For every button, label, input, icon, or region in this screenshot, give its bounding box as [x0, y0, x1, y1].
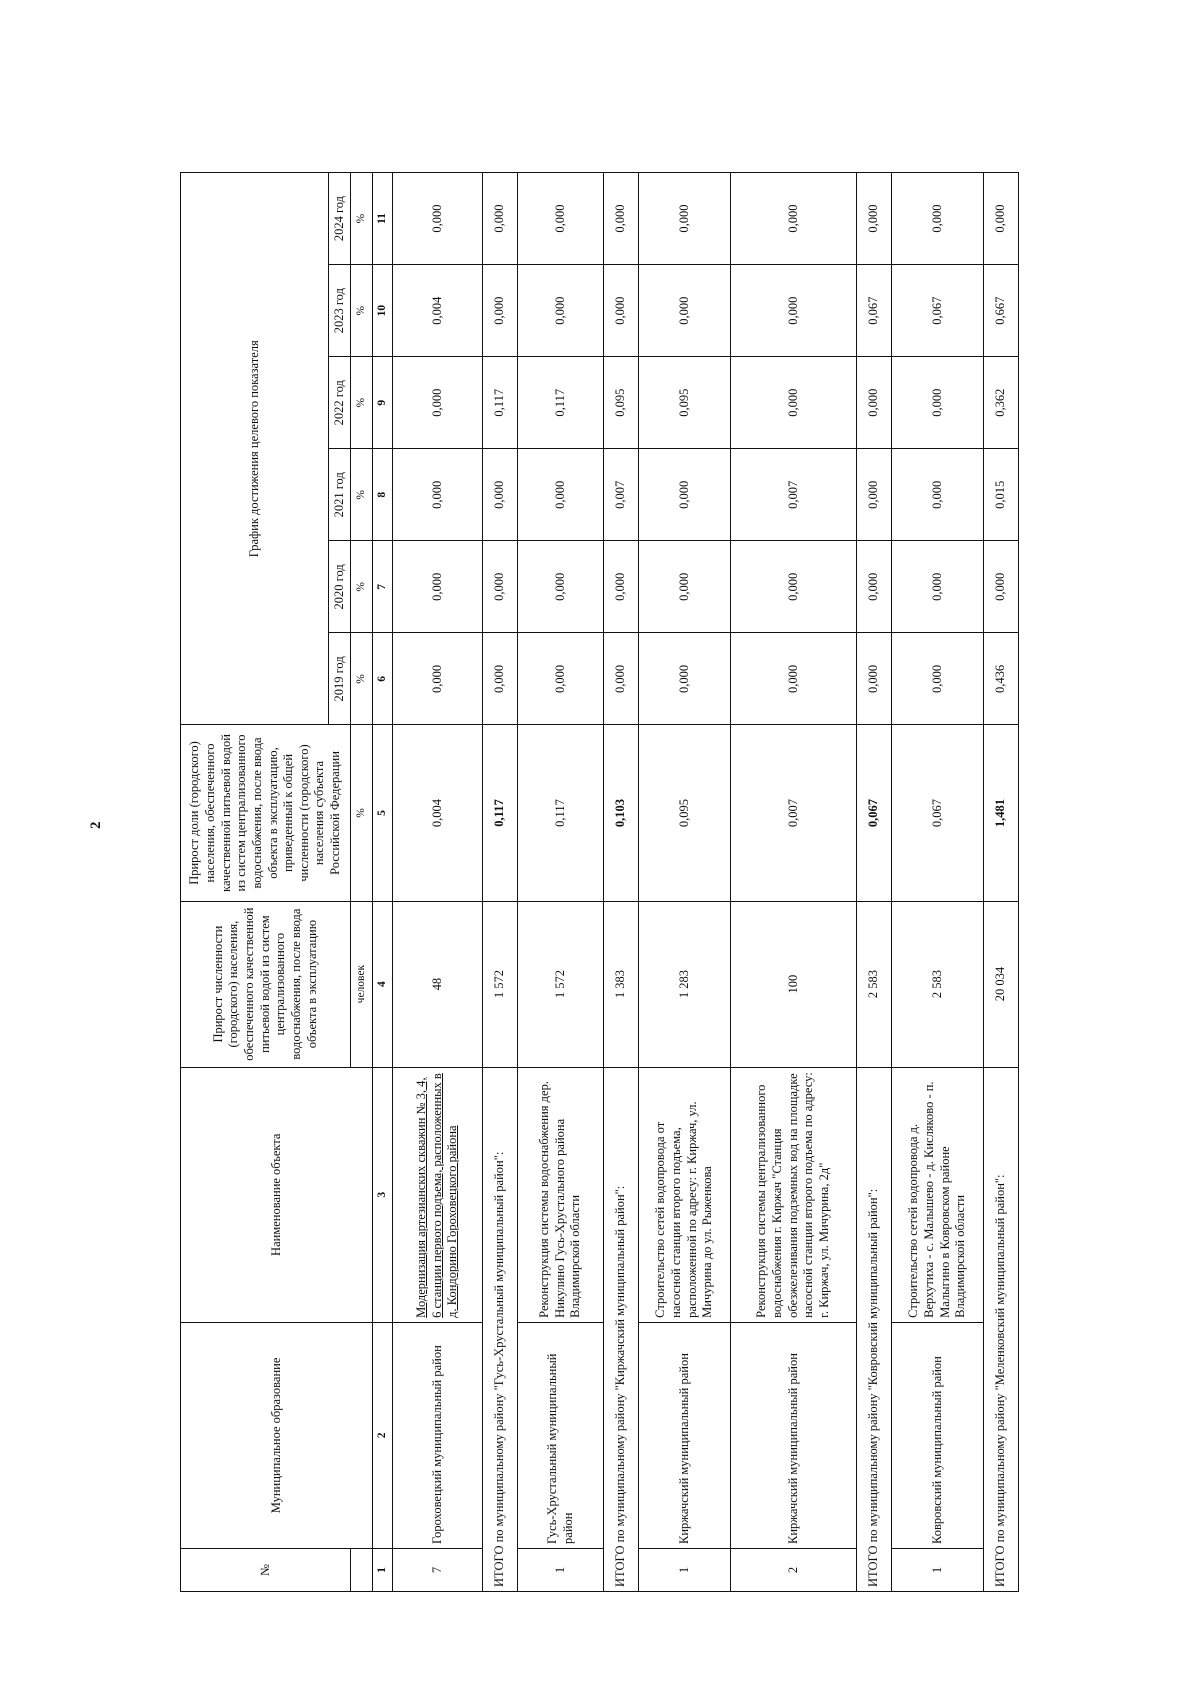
table-row	[518, 173, 604, 1592]
header-year: 2019 год	[329, 633, 351, 725]
total-row	[483, 173, 518, 1592]
total-value: 0,067	[857, 265, 892, 357]
header-schedule: График достижения целевого показателя	[181, 173, 329, 725]
column-number: 11	[373, 173, 393, 265]
unit-percent: %	[351, 633, 373, 725]
total-population: 1 572	[483, 901, 518, 1067]
column-number: 8	[373, 449, 393, 541]
column-number: 4	[373, 901, 393, 1067]
total-population: 1 383	[604, 901, 639, 1067]
total-share: 0,103	[604, 725, 639, 901]
row-number: 2	[731, 1548, 857, 1591]
total-value: 0,007	[604, 449, 639, 541]
row-value: 0,000	[731, 541, 857, 633]
total-value: 0,362	[984, 357, 1019, 449]
row-value: 0,000	[393, 449, 483, 541]
total-value: 0,000	[857, 357, 892, 449]
row-municipality: Киржачский муниципальный район	[639, 1322, 731, 1548]
total-value: 0,667	[984, 265, 1019, 357]
row-value: 0,000	[639, 541, 731, 633]
table-row	[731, 173, 857, 1592]
row-municipality: Киржачский муниципальный район	[731, 1322, 857, 1548]
page-number: 2	[88, 821, 104, 829]
row-value: 0,000	[731, 173, 857, 265]
header-year: 2023 год	[329, 265, 351, 357]
unit-percent: %	[351, 265, 373, 357]
unit-people: человек	[351, 901, 373, 1067]
row-share: 0,117	[518, 725, 604, 901]
total-value: 0,000	[984, 173, 1019, 265]
total-value: 0,000	[483, 541, 518, 633]
unit-cell	[351, 1548, 373, 1591]
table-row	[639, 173, 731, 1592]
row-population: 100	[731, 901, 857, 1067]
row-value: 0,000	[639, 449, 731, 541]
total-value: 0,015	[984, 449, 1019, 541]
header-no: №	[181, 1548, 351, 1591]
row-value: 0,000	[892, 173, 984, 265]
column-number: 9	[373, 357, 393, 449]
total-value: 0,000	[857, 541, 892, 633]
header-object: Наименование объекта	[181, 1067, 373, 1322]
total-value: 0,000	[483, 173, 518, 265]
total-share: 1,481	[984, 725, 1019, 901]
header-share-growth: Прирост доли (городского) населения, обеспеченного качественной питьевой водой из систем централизованного водоснабжения, после ввода объекта в эксплуатацию, приведенный к общей численности (городского) населения субъекта Российской Федерации	[181, 725, 351, 901]
total-value: 0,000	[604, 541, 639, 633]
row-population: 1 283	[639, 901, 731, 1067]
total-value: 0,000	[857, 633, 892, 725]
row-share: 0,067	[892, 725, 984, 901]
row-value: 0,000	[639, 173, 731, 265]
total-value: 0,000	[984, 541, 1019, 633]
row-population: 1 572	[518, 901, 604, 1067]
row-municipality: Гусь-Хрустальный муниципальный район	[518, 1322, 604, 1548]
column-number: 7	[373, 541, 393, 633]
row-value: 0,000	[393, 173, 483, 265]
row-value: 0,000	[892, 449, 984, 541]
column-number: 1	[373, 1548, 393, 1591]
row-share: 0,007	[731, 725, 857, 901]
header-year: 2024 год	[329, 173, 351, 265]
unit-percent: %	[351, 357, 373, 449]
row-value: 0,000	[639, 265, 731, 357]
row-number: 7	[393, 1548, 483, 1591]
row-value: 0,000	[892, 541, 984, 633]
row-population: 2 583	[892, 901, 984, 1067]
total-value: 0,000	[857, 449, 892, 541]
header-municipality: Муниципальное образование	[181, 1322, 373, 1548]
total-row	[604, 173, 639, 1592]
row-value: 0,000	[892, 357, 984, 449]
row-value: 0,000	[518, 449, 604, 541]
total-value: 0,000	[483, 633, 518, 725]
rotated-table-sheet	[180, 172, 1080, 1592]
total-value: 0,000	[857, 173, 892, 265]
header-population-growth: Прирост численности (городского) населения, обеспеченного качественной питьевой водой из систем централизованного водоснабжения, после ввода объекта в эксплуатацию	[181, 901, 351, 1067]
column-number: 3	[373, 1067, 393, 1322]
total-value: 0,117	[483, 357, 518, 449]
total-label: ИТОГО по муниципальному району "Гусь-Хрустальный муниципальный район":	[483, 1067, 518, 1591]
total-label: ИТОГО по муниципальному району "Ковровский муниципальный район":	[857, 1067, 892, 1591]
row-value: 0,000	[731, 357, 857, 449]
header-year: 2021 год	[329, 449, 351, 541]
row-object: Строительство сетей водопровода д. Верхутиха - с. Малышево - д. Кисляково - п. Малыгино в Ковровском районе Владимирской области	[892, 1067, 984, 1322]
row-share: 0,095	[639, 725, 731, 901]
table-row	[892, 173, 984, 1592]
total-value: 0,000	[483, 449, 518, 541]
target-indicator-table	[180, 172, 1019, 1592]
total-share: 0,117	[483, 725, 518, 901]
total-population: 2 583	[857, 901, 892, 1067]
column-number: 10	[373, 265, 393, 357]
header-year: 2022 год	[329, 357, 351, 449]
row-value: 0,000	[518, 265, 604, 357]
column-number: 2	[373, 1322, 393, 1548]
row-value: 0,007	[731, 449, 857, 541]
row-value: 0,095	[639, 357, 731, 449]
header-year: 2020 год	[329, 541, 351, 633]
total-value: 0,436	[984, 633, 1019, 725]
total-value: 0,000	[604, 633, 639, 725]
total-value: 0,000	[604, 173, 639, 265]
row-share: 0,004	[393, 725, 483, 901]
row-object: Реконструкция системы водоснабжения дер. Никулино Гусь-Хрустального района Владимирской области	[518, 1067, 604, 1322]
row-value: 0,000	[639, 633, 731, 725]
row-number: 1	[518, 1548, 604, 1591]
row-value: 0,000	[518, 633, 604, 725]
row-value: 0,000	[731, 633, 857, 725]
table-row	[393, 173, 483, 1592]
total-row	[984, 173, 1019, 1592]
row-number: 1	[639, 1548, 731, 1591]
total-value: 0,000	[483, 265, 518, 357]
row-value: 0,000	[731, 265, 857, 357]
row-value: 0,000	[393, 541, 483, 633]
unit-percent: %	[351, 449, 373, 541]
row-number: 1	[892, 1548, 984, 1591]
row-value: 0,000	[393, 633, 483, 725]
unit-percent: %	[351, 725, 373, 901]
unit-percent: %	[351, 173, 373, 265]
unit-percent: %	[351, 541, 373, 633]
row-value: 0,067	[892, 265, 984, 357]
column-number: 6	[373, 633, 393, 725]
row-value: 0,000	[393, 357, 483, 449]
total-share: 0,067	[857, 725, 892, 901]
row-object: Строительство сетей водопровода от насосной станции второго подъема, расположенной по адресу: г. Киржач, ул. Мичурина до ул. Рыженкова	[639, 1067, 731, 1322]
row-municipality: Гороховецкий муниципальный район	[393, 1322, 483, 1548]
total-value: 0,000	[604, 265, 639, 357]
row-object: Реконструкция системы централизованного водоснабжения г. Киржач "Станция обезжелезивания подземных вод на площадке насосной станции второго подъема по адресу: г. Киржач, ул. Мичурина, 2д"	[731, 1067, 857, 1322]
total-value: 0,095	[604, 357, 639, 449]
row-value: 0,000	[892, 633, 984, 725]
row-value: 0,117	[518, 357, 604, 449]
total-population: 20 034	[984, 901, 1019, 1067]
row-value: 0,000	[518, 541, 604, 633]
row-value: 0,000	[518, 173, 604, 265]
total-row	[857, 173, 892, 1592]
total-label: ИТОГО по муниципальному району "Киржачский муниципальный район":	[604, 1067, 639, 1591]
total-label: ИТОГО по муниципальному району "Меленковский муниципальный район":	[984, 1067, 1019, 1591]
row-object: Модернизация артезианских скважин № 3, 4, 6 станции первого подъема, расположенных в д. Кондорино Гороховецкого района	[393, 1067, 483, 1322]
row-value: 0,004	[393, 265, 483, 357]
column-number: 5	[373, 725, 393, 901]
row-municipality: Ковровский муниципальный район	[892, 1322, 984, 1548]
row-population: 48	[393, 901, 483, 1067]
